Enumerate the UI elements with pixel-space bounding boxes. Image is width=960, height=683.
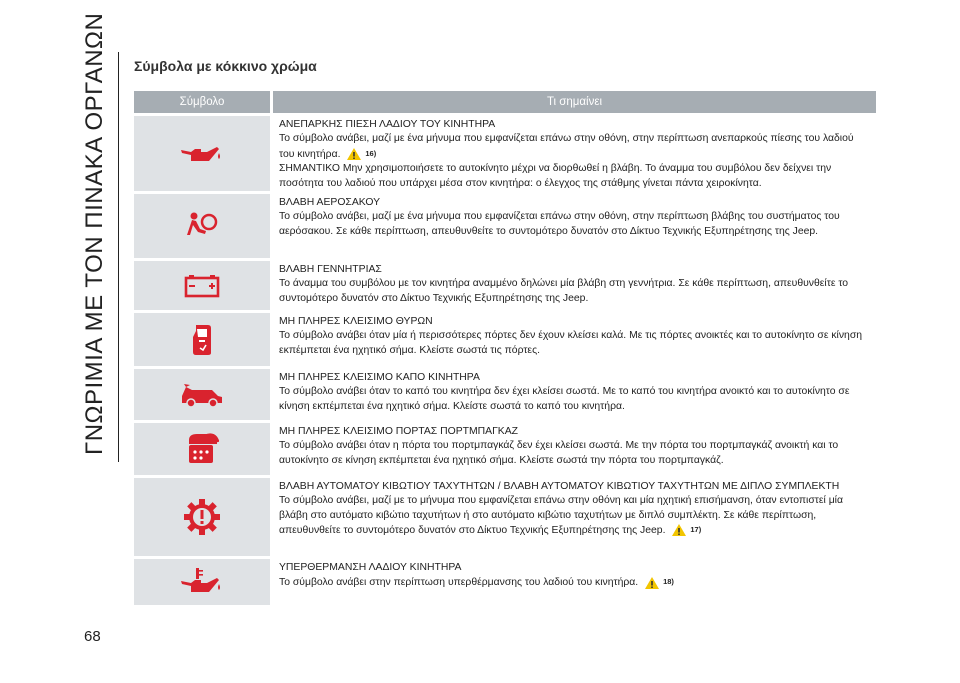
chapter-title xyxy=(72,12,118,455)
page-number: 68 xyxy=(84,628,101,645)
table-row xyxy=(134,478,876,556)
symbol-body: Το σύμβολο ανάβει όταν η πόρτα του πορτμπαγκάζ δεν έχει κλείσει σωστά. Με την πόρτα του πορτμπαγκάζ ανοικτή και το αυτοκίνητο σε κίνηση εκπέμπεται ένα ηχητικό σήμα. Κλείστε σωστά την πόρτα του πορτμπαγκάζ. xyxy=(279,440,839,466)
symbol-cell xyxy=(134,116,270,191)
symbol-title: ΒΛΑΒΗ ΑΕΡΟΣΑΚΟΥ xyxy=(279,197,381,208)
tailgate-open-icon xyxy=(185,432,219,466)
airbag-icon xyxy=(184,211,220,241)
symbol-body: Το σύμβολο ανάβει όταν μία ή περισσότερες πόρτες δεν έχουν κλείσει καλά. Με τις πόρτες ανοικτές και το αυτοκίνητο σε κίνηση εκπέμπεται ένα ηχητικό σήμα. Κλείστε σωστά τις πόρτες. xyxy=(279,330,863,356)
footnote-ref: 17) xyxy=(690,525,702,535)
symbol-description xyxy=(270,194,876,258)
symbol-note: ΣΗΜΑΝΤΙΚΟ Μην χρησιμοποιήσετε το αυτοκίνητο μέχρι να διορθωθεί η βλάβη. Το άναμμα του συμβόλου δεν δείχνει την ποσότητα του λαδιού που υπάρχει μέσα στον κινητήρα: ο έλεγχος της στάθμης γίνεται πάντα χειροκίνητα. xyxy=(279,163,832,189)
symbol-body: Το άναμμα του συμβόλου με τον κινητήρα αναμμένο δηλώνει μία βλάβη στη γεννήτρια. Σε κάθε περίπτωση, απευθυνθείτε το συντομότερο δυνατόν στο Δίκτυο Τεχνικής Εξυπηρέτησης της Jeep. xyxy=(279,278,849,304)
column-header-meaning: Τι σημαίνει xyxy=(270,91,876,113)
oil-temperature-icon xyxy=(179,567,225,597)
symbol-description xyxy=(270,423,876,475)
table-row xyxy=(134,423,876,475)
symbol-body: Το σύμβολο ανάβει, μαζί με ένα μήνυμα που εμφανίζεται επάνω στην οθόνη, στην περίπτωση βλάβης του συστήματος του αερόσακου. Σε κάθε περίπτωση, απευθυνθείτε το συντομότερο δυνατόν στο Δίκτυο Τεχνικής Εξυπηρέτησης της Jeep. xyxy=(279,211,840,237)
symbol-title: ΒΛΑΒΗ ΓΕΝΝΗΤΡΙΑΣ xyxy=(279,264,382,275)
gearbox-fault-icon xyxy=(183,498,221,536)
symbol-title: ΥΠΕΡΘΕΡΜΑΝΣΗ ΛΑΔΙΟΥ ΚΙΝΗΤΗΡΑ xyxy=(279,562,462,573)
symbol-body: Το σύμβολο ανάβει, μαζί με το μήνυμα που εμφανίζεται επάνω στην οθόνη και μία ηχητική επισήμανση, όταν εντοπιστεί μία βλάβη στο αυτόματο κιβώτιο ταχυτήτων ή στο αυτόματο κιβώτιο ταχυτήτων με διπλό συμπλέκτη. Σε κάθε περίπτωση, απευθυνθείτε το συντομότερο δυνατόν στο Δίκτυο Τεχνικής Εξυπηρέτησης της Jeep. xyxy=(279,495,843,537)
symbol-description xyxy=(270,369,876,420)
door-open-icon xyxy=(190,323,214,357)
table-row xyxy=(134,313,876,366)
symbol-description xyxy=(270,313,876,366)
chapter-title-text: ΓΝΩΡΙΜΙΑ ΜΕ ΤΟΝ ΠΙΝΑΚΑ ΟΡΓΑΝΩΝ xyxy=(81,12,108,455)
hood-open-icon xyxy=(180,382,224,408)
symbol-title: ΜΗ ΠΛΗΡΕΣ ΚΛΕΙΣΙΜΟ ΚΑΠΟ ΚΙΝΗΤΗΡΑ xyxy=(279,372,480,383)
warning-icon xyxy=(347,148,361,160)
table-row xyxy=(134,116,876,191)
symbol-title: ΑΝΕΠΑΡΚΗΣ ΠΙΕΣΗ ΛΑΔΙΟΥ ΤΟΥ ΚΙΝΗΤΗΡΑ xyxy=(279,119,496,130)
column-header-symbol: Σύμβολο xyxy=(179,96,225,108)
section-title: Σύμβολα με κόκκινο χρώμα xyxy=(134,58,317,74)
warning-icon xyxy=(645,577,659,589)
symbol-description xyxy=(270,261,876,310)
symbol-cell xyxy=(134,369,270,420)
symbol-body: Το σύμβολο ανάβει, μαζί με ένα μήνυμα που εμφανίζεται επάνω στην οθόνη, στην περίπτωση ανεπαρκούς πίεσης του λαδιού του κινητήρα. xyxy=(279,133,854,160)
symbol-body: Το σύμβολο ανάβει όταν το καπό του κινητήρα δεν έχει κλείσει σωστά. Με το καπό του κινητήρα ανοικτό και το αυτοκίνητο σε κίνηση εκπέμπεται ένα ηχητικό σήμα. Κλείστε σωστά το καπό του κινητήρα. xyxy=(279,386,850,412)
table-row xyxy=(134,369,876,420)
symbol-title: ΒΛΑΒΗ ΑΥΤΟΜΑΤΟΥ ΚΙΒΩΤΙΟΥ ΤΑΧΥΤΗΤΩΝ / ΒΛΑΒΗ ΑΥΤΟΜΑΤΟΥ ΚΙΒΩΤΙΟΥ ΤΑΧΥΤΗΤΩΝ ΜΕ ΔΙΠΛΟ ΣΥΜΠΛΕΚΤΗ xyxy=(279,481,840,492)
table-row xyxy=(134,194,876,258)
symbol-cell xyxy=(134,313,270,366)
symbol-description xyxy=(270,559,876,605)
symbol-cell xyxy=(134,194,270,258)
table-row xyxy=(134,559,876,605)
table-header xyxy=(134,91,876,113)
oil-can-icon xyxy=(179,141,225,167)
symbol-cell xyxy=(134,559,270,605)
battery-icon xyxy=(184,274,220,298)
symbol-description xyxy=(270,478,876,556)
symbol-body: Το σύμβολο ανάβει στην περίπτωση υπερθέρμανσης του λαδιού του κινητήρα. xyxy=(279,577,639,589)
table-row xyxy=(134,261,876,310)
warning-icon xyxy=(672,524,686,536)
chapter-divider xyxy=(118,52,119,462)
symbol-description xyxy=(270,116,876,191)
symbol-title: ΜΗ ΠΛΗΡΕΣ ΚΛΕΙΣΙΜΟ ΠΟΡΤΑΣ ΠΟΡΤΜΠΑΓΚΑΖ xyxy=(279,426,519,437)
symbol-cell xyxy=(134,261,270,310)
symbol-cell xyxy=(134,423,270,475)
footnote-ref: 16) xyxy=(365,148,377,158)
footnote-ref: 18) xyxy=(663,577,674,587)
symbols-table xyxy=(134,91,876,605)
symbol-cell xyxy=(134,478,270,556)
symbol-title: ΜΗ ΠΛΗΡΕΣ ΚΛΕΙΣΙΜΟ ΘΥΡΩΝ xyxy=(279,316,433,327)
